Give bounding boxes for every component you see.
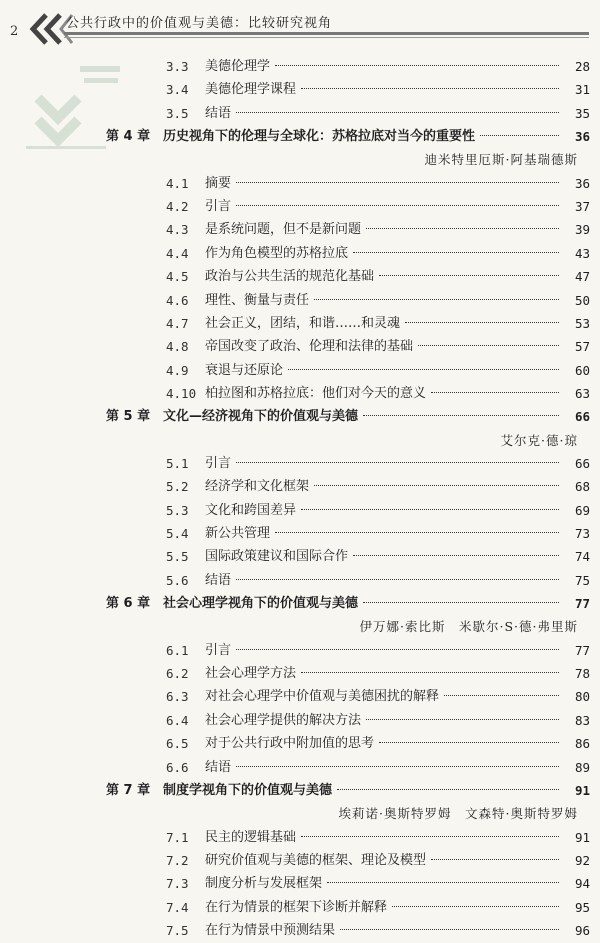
section-entry[interactable] xyxy=(0,242,600,266)
dot-leader xyxy=(301,509,559,510)
entry-line xyxy=(205,849,590,873)
chapter-entry[interactable] xyxy=(0,592,600,616)
chapter-title: 制度学视角下的价值观与美德 xyxy=(163,782,333,798)
page-reference: 50 xyxy=(574,292,590,308)
dot-leader xyxy=(236,112,559,113)
section-title: 在行为情景的框架下诊断并解释 xyxy=(205,899,388,915)
section-entry[interactable] xyxy=(0,172,600,196)
section-entry[interactable] xyxy=(0,289,600,313)
section-entry[interactable] xyxy=(0,919,600,943)
section-title: 社会正义，团结，和谐……和灵魂 xyxy=(205,315,401,331)
page-reference: 68 xyxy=(574,479,590,495)
section-title: 柏拉图和苏格拉底：他们对今天的意义 xyxy=(205,385,427,401)
entry-line xyxy=(205,569,590,593)
section-entry[interactable] xyxy=(0,732,600,756)
entry-line xyxy=(205,452,590,476)
page-reference: 75 xyxy=(574,572,590,588)
section-number: 7.2 xyxy=(166,852,189,868)
page-reference: 28 xyxy=(574,59,590,74)
section-number: 6.5 xyxy=(166,736,189,752)
dot-leader xyxy=(236,579,559,580)
entry-line xyxy=(163,125,590,149)
entry-line xyxy=(163,779,590,803)
entry-line xyxy=(205,639,590,663)
section-title: 结语 xyxy=(205,572,232,588)
page-reference: 31 xyxy=(574,82,590,98)
section-entry[interactable] xyxy=(0,102,600,126)
page-reference: 94 xyxy=(574,876,590,892)
section-entry[interactable] xyxy=(0,218,600,242)
entry-line xyxy=(205,545,590,569)
dot-leader xyxy=(236,182,559,183)
entry-line xyxy=(163,405,590,429)
section-title: 新公共管理 xyxy=(205,526,271,541)
section-entry[interactable] xyxy=(0,872,600,896)
chapter-number: 第 5 章 xyxy=(106,409,151,425)
entry-line xyxy=(205,102,590,126)
section-number: 4.9 xyxy=(166,362,189,378)
section-entry[interactable] xyxy=(0,639,600,663)
entry-line xyxy=(205,359,590,383)
entry-line xyxy=(205,896,590,920)
dot-leader xyxy=(366,228,559,229)
chapter-author: 伊万娜·索比斯 米歇尔·S·德·弗里斯 xyxy=(359,619,578,635)
dot-leader xyxy=(301,672,559,673)
section-entry[interactable] xyxy=(0,662,600,686)
section-title: 民主的逻辑基础 xyxy=(205,829,297,845)
section-title: 引言 xyxy=(205,455,232,471)
section-title: 摘要 xyxy=(205,175,232,191)
page-reference: 36 xyxy=(574,129,590,145)
section-number: 4.5 xyxy=(166,269,189,285)
chapter-author: 迪米特里厄斯·阿基瑞德斯 xyxy=(424,152,578,168)
dot-leader xyxy=(337,789,559,790)
section-title: 对社会心理学中价值观与美德困扰的解释 xyxy=(205,689,440,705)
dot-leader xyxy=(480,135,559,136)
section-number: 4.1 xyxy=(166,175,189,191)
section-title: 作为角色模型的苏格拉底 xyxy=(205,245,349,261)
dot-leader xyxy=(353,555,559,556)
chapter-author: 艾尔克·德·琼 xyxy=(500,432,578,448)
section-number: 4.3 xyxy=(166,222,189,238)
section-title: 衰退与还原论 xyxy=(205,362,284,378)
entry-line xyxy=(205,872,590,896)
chapter-title: 历史视角下的伦理与全球化：苏格拉底对当今的重要性 xyxy=(163,129,476,145)
dot-leader xyxy=(275,65,559,66)
section-number: 3.5 xyxy=(166,105,189,121)
section-entry[interactable] xyxy=(0,685,600,709)
dot-leader xyxy=(340,929,559,930)
entry-line xyxy=(205,475,590,499)
entry-line xyxy=(205,242,590,266)
section-number: 5.1 xyxy=(166,455,189,471)
chapter-number: 第 7 章 xyxy=(106,782,151,798)
section-entry[interactable] xyxy=(0,382,600,406)
page-reference: 73 xyxy=(574,526,590,541)
section-number: 4.7 xyxy=(166,315,189,331)
chapter-title: 社会心理学视角下的价值观与美德 xyxy=(163,596,359,612)
entry-line xyxy=(205,662,590,686)
dot-leader xyxy=(379,742,559,743)
page-reference: 69 xyxy=(574,502,590,518)
section-title: 政治与公共生活的规范化基础 xyxy=(205,269,375,285)
section-title: 结语 xyxy=(205,105,232,121)
chapter-entry[interactable] xyxy=(0,125,600,149)
dot-leader xyxy=(301,836,559,837)
page-reference: 63 xyxy=(574,385,590,401)
section-entry[interactable] xyxy=(0,55,600,79)
section-number: 6.3 xyxy=(166,689,189,705)
entry-line xyxy=(205,55,590,79)
section-title: 研究价值观与美德的框架、理论及模型 xyxy=(205,852,427,868)
section-number: 7.3 xyxy=(166,876,189,892)
page-reference: 77 xyxy=(574,596,590,612)
entry-line xyxy=(205,709,590,733)
dot-leader xyxy=(314,485,559,486)
dot-leader xyxy=(392,906,559,907)
running-title: 公共行政中的价值观与美德：比较研究视角 xyxy=(66,16,333,31)
page-reference: 39 xyxy=(574,222,590,238)
dot-leader xyxy=(314,299,559,300)
section-number: 5.5 xyxy=(166,549,189,565)
page-reference: 86 xyxy=(574,736,590,752)
dot-leader xyxy=(363,415,559,416)
entry-line xyxy=(205,312,590,336)
section-number: 7.4 xyxy=(166,899,189,915)
entry-line xyxy=(205,522,590,546)
page-reference: 80 xyxy=(574,689,590,705)
entry-line xyxy=(205,265,590,289)
page-reference: 95 xyxy=(574,899,590,915)
section-title: 国际政策建议和国际合作 xyxy=(205,549,349,565)
page-reference: 53 xyxy=(574,315,590,331)
section-entry[interactable] xyxy=(0,265,600,289)
page-reference: 96 xyxy=(574,922,590,938)
entry-line xyxy=(205,826,590,850)
entry-line xyxy=(205,756,590,780)
section-entry[interactable] xyxy=(0,452,600,476)
page-reference: 91 xyxy=(574,782,590,798)
dot-leader xyxy=(236,766,559,767)
dot-leader xyxy=(379,275,559,276)
section-number: 3.3 xyxy=(166,59,189,74)
section-title: 帝国改变了政治、伦理和法律的基础 xyxy=(205,339,414,355)
dot-leader xyxy=(363,602,559,603)
chapter-entry[interactable] xyxy=(0,779,600,803)
entry-line xyxy=(205,172,590,196)
page-reference: 92 xyxy=(574,852,590,868)
dot-leader xyxy=(236,649,559,650)
section-title: 美德伦理学 xyxy=(205,59,271,74)
entry-line xyxy=(205,382,590,406)
section-number: 7.5 xyxy=(166,922,189,938)
page-reference: 77 xyxy=(574,642,590,658)
section-number: 5.2 xyxy=(166,479,189,495)
section-title: 结语 xyxy=(205,759,232,775)
page-reference: 66 xyxy=(574,455,590,471)
section-number: 6.2 xyxy=(166,666,189,682)
section-title: 对于公共行政中附加值的思考 xyxy=(205,736,375,752)
dot-leader xyxy=(431,859,559,860)
dot-leader xyxy=(327,882,559,883)
section-number: 4.4 xyxy=(166,245,189,261)
page-number: 2 xyxy=(10,24,19,39)
entry-line xyxy=(205,499,590,523)
page-reference: 47 xyxy=(574,269,590,285)
section-title: 在行为情景中预测结果 xyxy=(205,922,336,938)
section-number: 5.6 xyxy=(166,572,189,588)
entry-line xyxy=(205,78,590,102)
section-title: 社会心理学提供的解决方法 xyxy=(205,712,362,728)
section-number: 7.1 xyxy=(166,829,189,845)
section-entry[interactable] xyxy=(0,312,600,336)
section-number: 6.1 xyxy=(166,642,189,658)
dot-leader xyxy=(405,322,559,323)
page-reference: 57 xyxy=(574,339,590,355)
dot-leader xyxy=(236,462,559,463)
entry-line xyxy=(205,919,590,943)
dot-leader xyxy=(431,392,559,393)
entry-line xyxy=(205,195,590,219)
page-reference: 91 xyxy=(574,829,590,845)
dot-leader xyxy=(236,205,559,206)
section-entry[interactable] xyxy=(0,545,600,569)
section-number: 4.8 xyxy=(166,339,189,355)
page-reference: 36 xyxy=(574,175,590,191)
section-entry[interactable] xyxy=(0,335,600,359)
section-title: 经济学和文化框架 xyxy=(205,479,310,495)
section-number: 6.4 xyxy=(166,712,189,728)
section-entry[interactable] xyxy=(0,709,600,733)
entry-line xyxy=(163,592,590,616)
section-title: 制度分析与发展框架 xyxy=(205,876,323,892)
dot-leader xyxy=(418,345,559,346)
chapter-number: 第 6 章 xyxy=(106,596,151,612)
section-number: 5.4 xyxy=(166,526,189,541)
page-reference: 43 xyxy=(574,245,590,261)
section-title: 美德伦理学课程 xyxy=(205,82,297,98)
section-number: 4.2 xyxy=(166,199,189,215)
page-reference: 35 xyxy=(574,105,590,121)
section-number: 4.10 xyxy=(166,385,197,401)
section-entry[interactable] xyxy=(0,569,600,593)
section-entry[interactable] xyxy=(0,78,600,102)
section-entry[interactable] xyxy=(0,499,600,523)
section-title: 社会心理学方法 xyxy=(205,666,297,682)
chapter-entry[interactable] xyxy=(0,405,600,429)
section-title: 引言 xyxy=(205,199,232,215)
section-entry[interactable] xyxy=(0,522,600,546)
dot-leader xyxy=(288,369,559,370)
dot-leader xyxy=(353,252,559,253)
dot-leader xyxy=(301,88,559,89)
section-entry[interactable] xyxy=(0,475,600,499)
chapter-title: 文化—经济视角下的价值观与美德 xyxy=(163,409,359,425)
section-title: 是系统问题，但不是新问题 xyxy=(205,222,362,238)
page-reference: 89 xyxy=(574,759,590,775)
section-entry[interactable] xyxy=(0,896,600,920)
section-entry[interactable] xyxy=(0,195,600,219)
page-reference: 78 xyxy=(574,666,590,682)
page-reference: 83 xyxy=(574,712,590,728)
entry-line xyxy=(205,289,590,313)
chapter-number: 第 4 章 xyxy=(106,129,151,145)
entry-line xyxy=(205,685,590,709)
section-number: 6.6 xyxy=(166,759,189,775)
dot-leader xyxy=(444,695,559,696)
dot-leader xyxy=(275,532,559,533)
entry-line xyxy=(205,732,590,756)
section-title: 引言 xyxy=(205,642,232,658)
entry-line xyxy=(205,218,590,242)
section-number: 3.4 xyxy=(166,82,189,98)
chapter-author: 埃莉诺·奥斯特罗姆 文森特·奥斯特罗姆 xyxy=(338,806,578,822)
section-title: 文化和跨国差异 xyxy=(205,502,297,518)
page-reference: 66 xyxy=(574,409,590,425)
section-title: 理性、衡量与责任 xyxy=(205,292,310,308)
section-entry[interactable] xyxy=(0,849,600,873)
section-entry[interactable] xyxy=(0,826,600,850)
page-reference: 60 xyxy=(574,362,590,378)
section-entry[interactable] xyxy=(0,359,600,383)
section-number: 4.6 xyxy=(166,292,189,308)
dot-leader xyxy=(366,719,559,720)
section-number: 5.3 xyxy=(166,502,189,518)
page-reference: 37 xyxy=(574,199,590,215)
page-reference: 74 xyxy=(574,549,590,565)
entry-line xyxy=(205,335,590,359)
section-entry[interactable] xyxy=(0,756,600,780)
